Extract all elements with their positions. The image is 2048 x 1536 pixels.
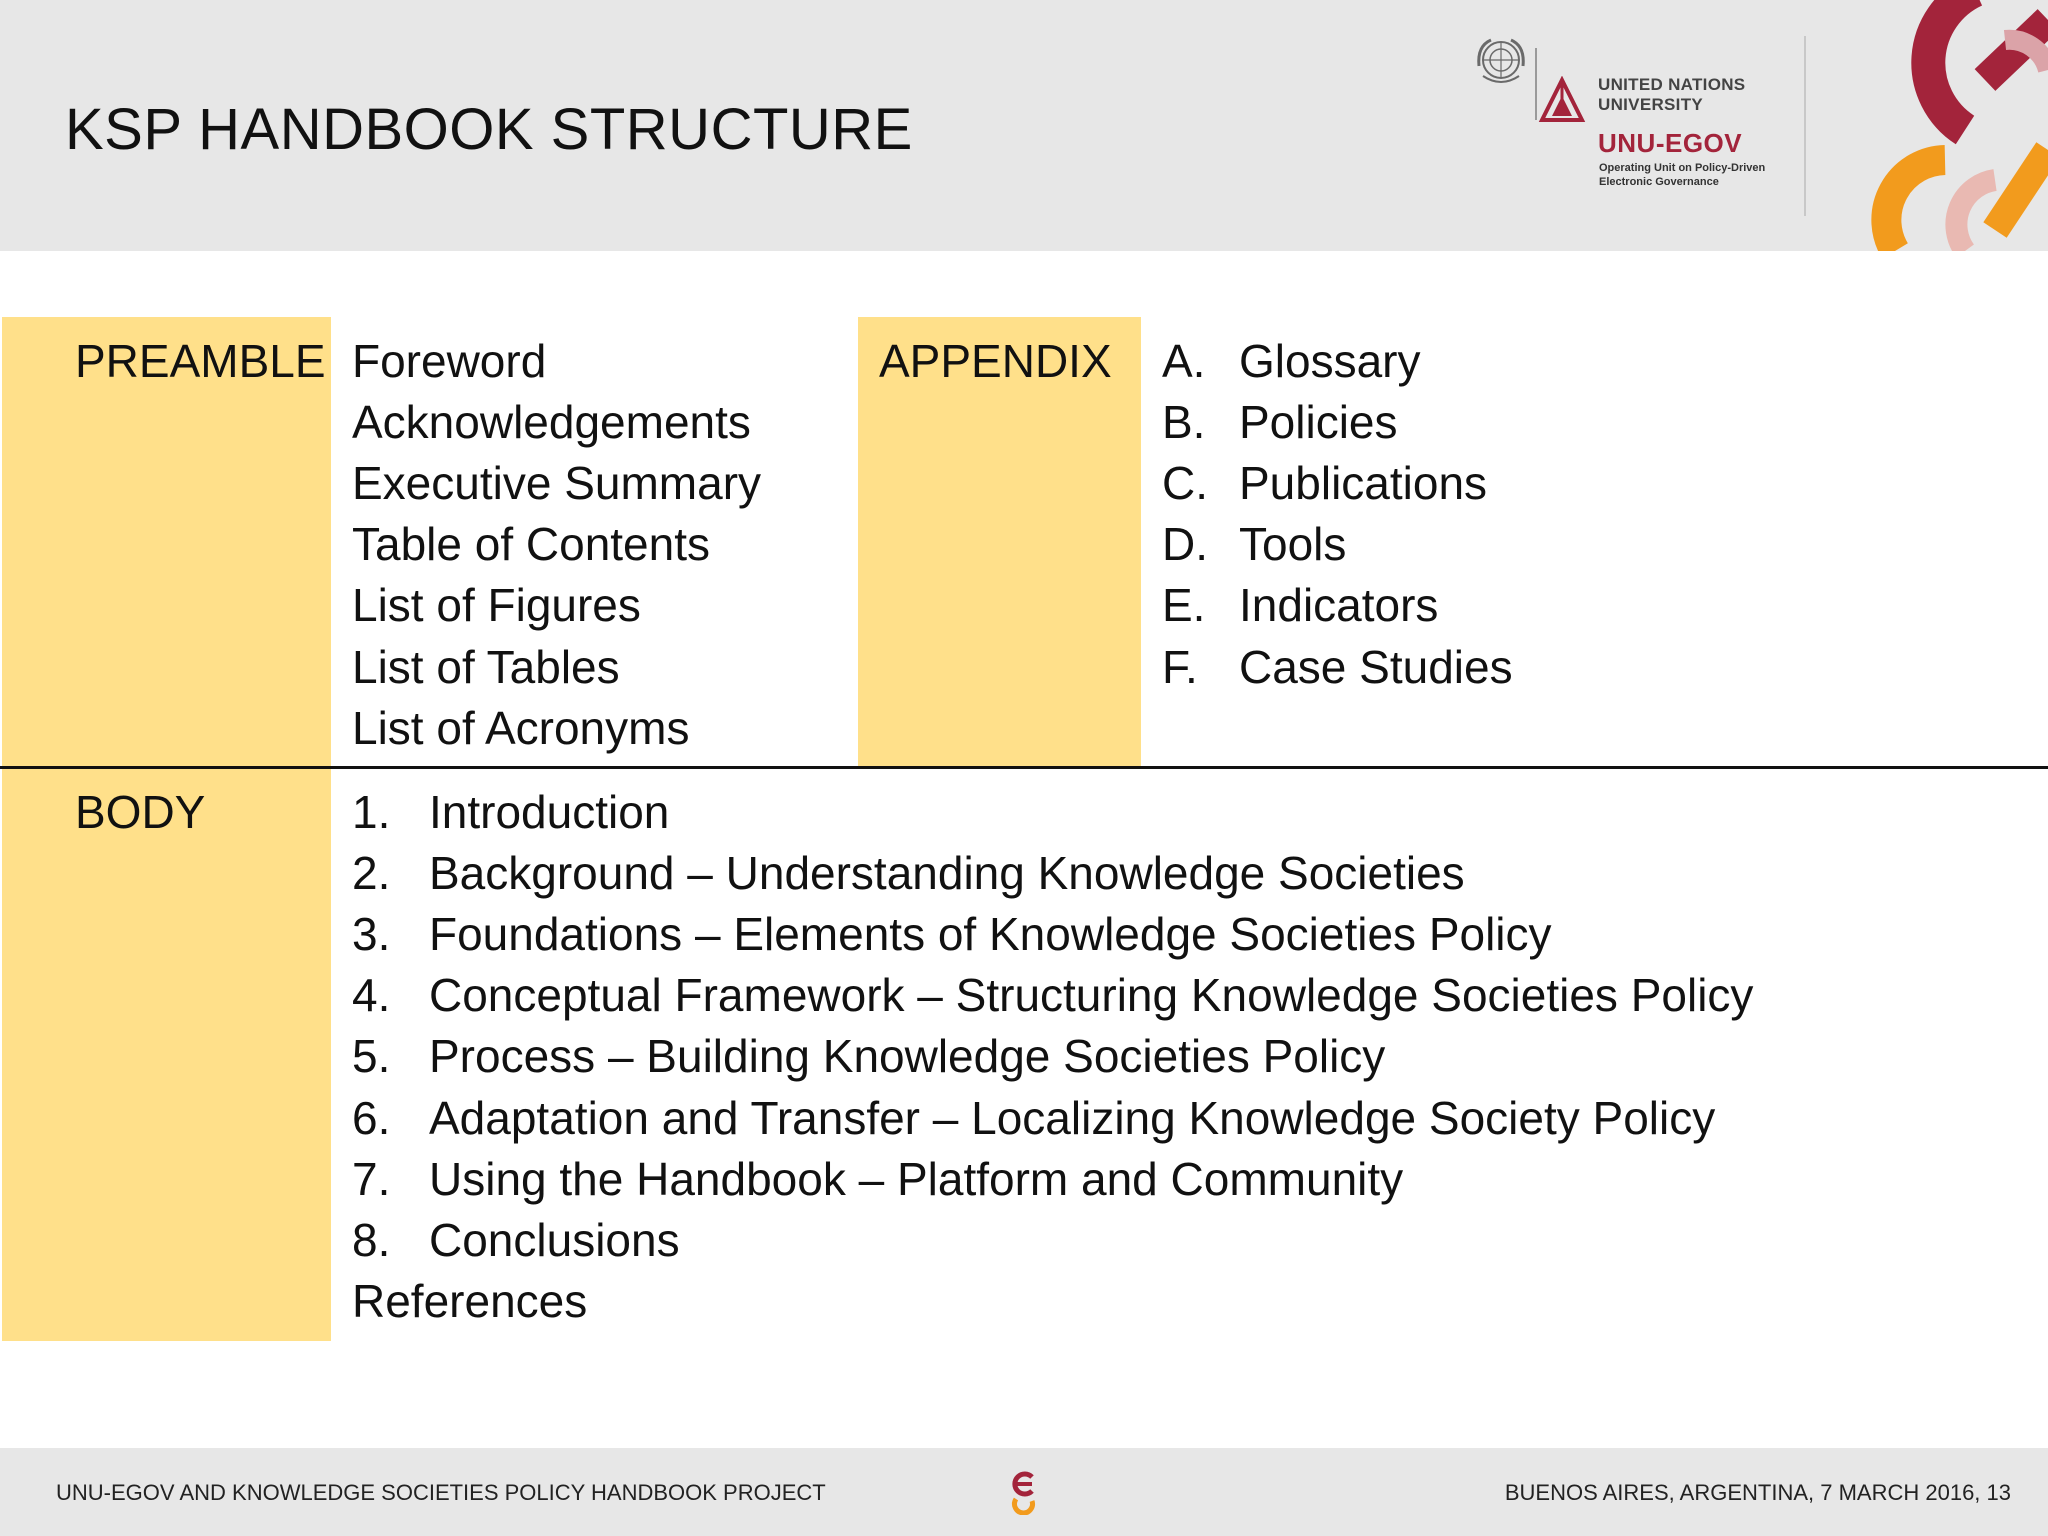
body-marker: 1. xyxy=(352,786,391,838)
body-highlight xyxy=(2,769,331,1341)
footer-project-text: UNU-EGOV AND KNOWLEDGE SOCIETIES POLICY HANDBOOK PROJECT xyxy=(56,1480,826,1505)
appendix-item: Publications xyxy=(1239,457,1488,509)
body-marker: 6. xyxy=(352,1092,391,1144)
preamble-item: Acknowledgements xyxy=(352,396,751,448)
body-item: Foundations – Elements of Knowledge Societies Policy xyxy=(429,908,1552,960)
body-item: Using the Handbook – Platform and Community xyxy=(429,1153,1404,1205)
logo-divider xyxy=(1535,48,1537,120)
appendix-label: APPENDIX xyxy=(879,335,1112,387)
body-marker: 2. xyxy=(352,847,391,899)
body-references: References xyxy=(352,1275,588,1327)
body-item: Background – Understanding Knowledge Societies xyxy=(429,847,1465,899)
body-marker: 8. xyxy=(352,1214,391,1266)
logo-sub-line1: Operating Unit on Policy-Driven xyxy=(1599,162,1766,174)
decorative-arcs xyxy=(1855,0,2048,251)
preamble-item: List of Acronyms xyxy=(352,702,690,754)
appendix-marker: D. xyxy=(1162,518,1208,570)
preamble-label: PREAMBLE xyxy=(75,335,326,387)
body-marker: 5. xyxy=(352,1030,391,1082)
body-marker: 7. xyxy=(352,1153,391,1205)
body-item: Introduction xyxy=(429,786,670,838)
un-emblem-icon xyxy=(1473,36,1529,88)
appendix-item: Glossary xyxy=(1239,335,1421,387)
body-item: Process – Building Knowledge Societies Policy xyxy=(429,1030,1386,1082)
preamble-item: Executive Summary xyxy=(352,457,762,509)
appendix-item: Policies xyxy=(1239,396,1398,448)
appendix-marker: E. xyxy=(1162,579,1206,631)
footer-location-date-page: BUENOS AIRES, ARGENTINA, 7 MARCH 2016, 13 xyxy=(1504,1480,2011,1505)
appendix-item: Case Studies xyxy=(1239,641,1513,693)
preamble-item: Table of Contents xyxy=(352,518,711,570)
logo-sub-line2: Electronic Governance xyxy=(1599,176,1719,188)
appendix-marker: A. xyxy=(1162,335,1206,387)
preamble-item: List of Figures xyxy=(352,579,641,631)
preamble-item: Foreword xyxy=(352,335,547,387)
egov-logo-icon xyxy=(1008,1467,1040,1515)
appendix-marker: B. xyxy=(1162,396,1206,448)
body-item: Conceptual Framework – Structuring Knowledge Societies Policy xyxy=(429,969,1754,1021)
logo-text-line2: UNIVERSITY xyxy=(1598,95,1704,114)
logo-divider-2 xyxy=(1804,36,1806,216)
slide-title: KSP HANDBOOK STRUCTURE xyxy=(65,97,913,162)
body-item: Conclusions xyxy=(429,1214,680,1266)
body-item: Adaptation and Transfer – Localizing Knowledge Society Policy xyxy=(429,1092,1716,1144)
body-marker: 4. xyxy=(352,969,391,1021)
appendix-marker: C. xyxy=(1162,457,1208,509)
logo-brand: UNU-EGOV xyxy=(1598,128,1743,158)
body-marker: 3. xyxy=(352,908,391,960)
appendix-item: Indicators xyxy=(1239,579,1439,631)
appendix-marker: F. xyxy=(1162,641,1198,693)
unu-logo-icon xyxy=(1538,76,1586,126)
body-label: BODY xyxy=(75,786,206,838)
preamble-item: List of Tables xyxy=(352,641,620,693)
logo-text-line1: UNITED NATIONS xyxy=(1598,75,1746,94)
appendix-item: Tools xyxy=(1239,518,1347,570)
